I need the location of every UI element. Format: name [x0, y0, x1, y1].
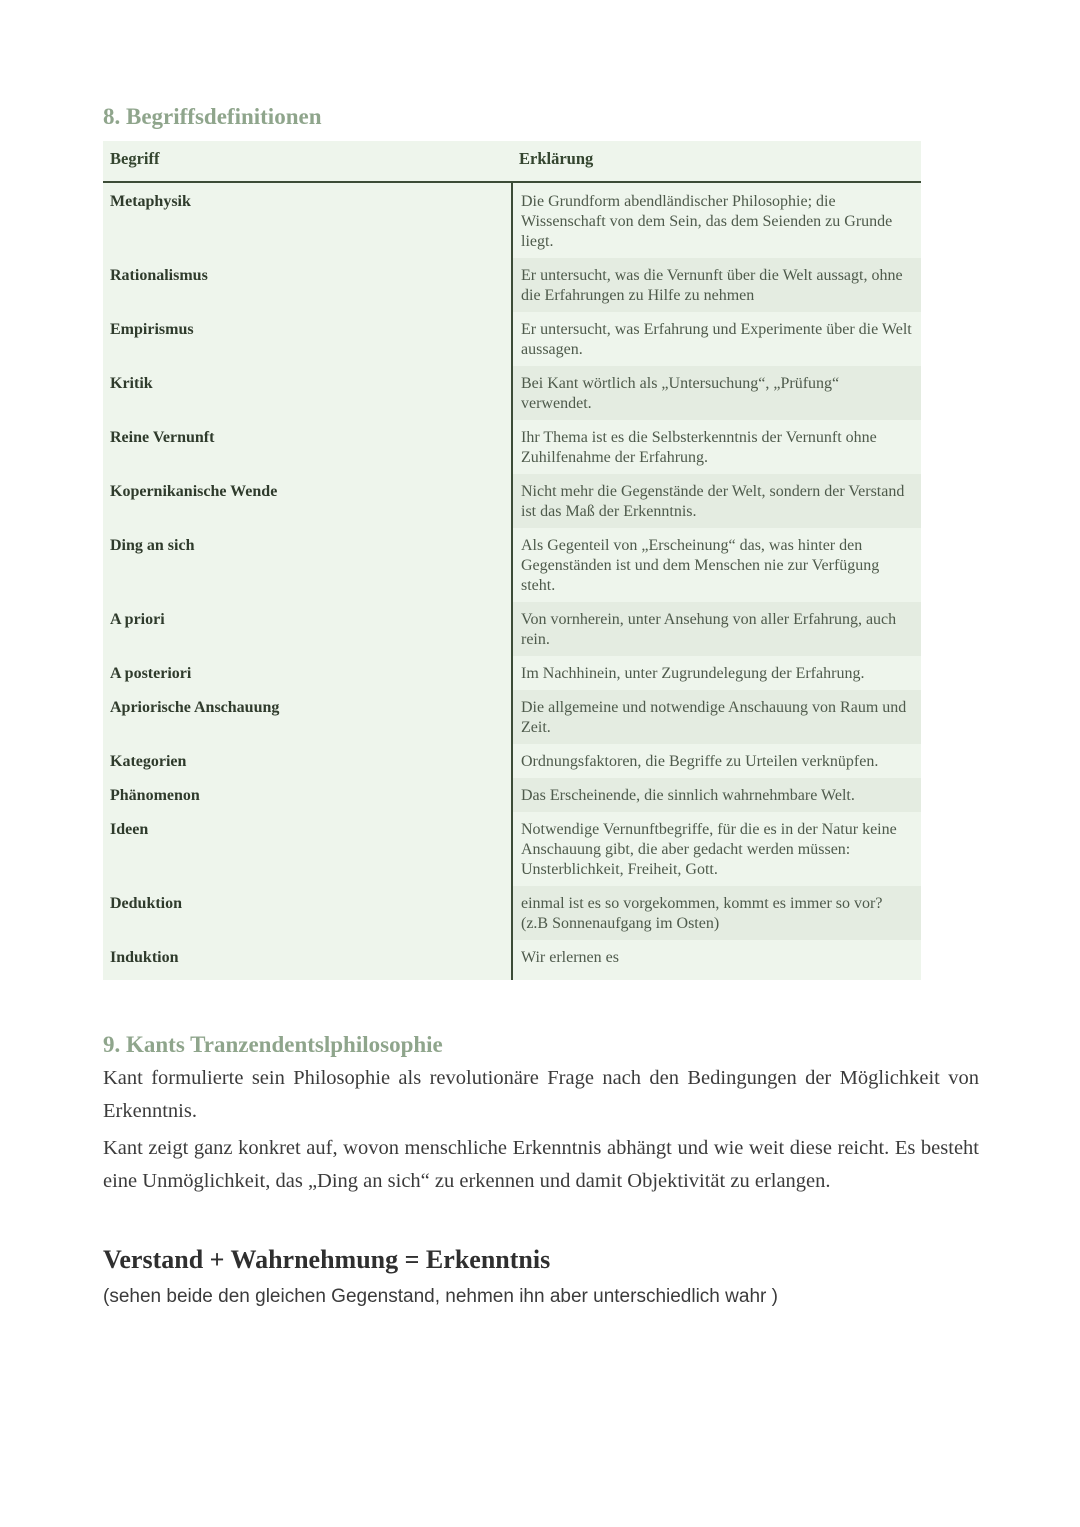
explanation-cell: Ordnungsfaktoren, die Begriffe zu Urteilen verknüpfen. [512, 744, 921, 778]
explanation-cell: Die allgemeine und notwendige Anschauung von Raum und Zeit. [512, 690, 921, 744]
explanation-cell: Die Grundform abendländischer Philosophie; die Wissenschaft von dem Sein, das dem Seienden zu Grunde liegt. [512, 182, 921, 258]
explanation-cell: Als Gegenteil von „Erscheinung“ das, was hinter den Gegenständen ist und dem Menschen nie zur Verfügung steht. [512, 528, 921, 602]
explanation-cell: Ihr Thema ist es die Selbsterkenntnis der Vernunft ohne Zuhilfenahme der Erfahrung. [512, 420, 921, 474]
term-cell: Empirismus [103, 312, 512, 366]
explanation-cell: Nicht mehr die Gegenstände der Welt, sondern der Verstand ist das Maß der Erkenntnis. [512, 474, 921, 528]
term-cell: Metaphysik [103, 182, 512, 258]
term-cell: Kopernikanische Wende [103, 474, 512, 528]
term-cell: Ideen [103, 812, 512, 886]
table-row [103, 690, 921, 744]
table-row [103, 744, 921, 778]
table-header-row [103, 141, 921, 182]
paragraph-2: Kant zeigt ganz konkret auf, wovon menschliche Erkenntnis abhängt und wie weit diese reicht. Es besteht eine Unmöglichkeit, das „Ding an sich“ zu erkennen und damit Objektivität zu erlangen. [103, 1137, 979, 1192]
term-cell: A posteriori [103, 656, 512, 690]
explanation-cell: Bei Kant wörtlich als „Untersuchung“, „Prüfung“ verwendet. [512, 366, 921, 420]
section-9-heading: 9. Kants Tranzendentslphilosophie [103, 1032, 443, 1057]
table-row [103, 778, 921, 812]
formula-note: (sehen beide den gleichen Gegenstand, nehmen ihn aber unterschiedlich wahr ) [103, 1286, 778, 1307]
table-row [103, 602, 921, 656]
explanation-cell: Er untersucht, was die Vernunft über die Welt aussagt, ohne die Erfahrungen zu Hilfe zu nehmen [512, 258, 921, 312]
table-row [103, 312, 921, 366]
term-cell: Rationalismus [103, 258, 512, 312]
explanation-cell: Er untersucht, was Erfahrung und Experimente über die Welt aussagen. [512, 312, 921, 366]
term-cell: Phänomenon [103, 778, 512, 812]
table-row [103, 812, 921, 886]
term-cell: Kritik [103, 366, 512, 420]
term-cell: Ding an sich [103, 528, 512, 602]
explanation-cell: Wir erlernen es [512, 940, 921, 980]
term-cell: Induktion [103, 940, 512, 980]
section-8-heading: 8. Begriffsdefinitionen [103, 104, 322, 129]
term-cell: Apriorische Anschauung [103, 690, 512, 744]
table-row [103, 258, 921, 312]
term-cell: Reine Vernunft [103, 420, 512, 474]
definitions-table [103, 141, 921, 980]
table-row [103, 182, 921, 258]
paragraph-1: Kant formulierte sein Philosophie als revolutionäre Frage nach den Bedingungen der Möglichkeit von Erkenntnis. [103, 1067, 979, 1122]
table-row [103, 420, 921, 474]
term-cell: A priori [103, 602, 512, 656]
table-row [103, 474, 921, 528]
table-row [103, 528, 921, 602]
explanation-cell: Notwendige Vernunftbegriffe, für die es in der Natur keine Anschauung gibt, die aber gedacht werden müssen: Unsterblichkeit, Freiheit, Gott. [512, 812, 921, 886]
table-row [103, 366, 921, 420]
document-page [103, 100, 979, 1312]
term-cell: Kategorien [103, 744, 512, 778]
explanation-cell: einmal ist es so vorgekommen, kommt es immer so vor? (z.B Sonnenaufgang im Osten) [512, 886, 921, 940]
header-term: Begriff [103, 141, 512, 182]
term-cell: Deduktion [103, 886, 512, 940]
table-row [103, 886, 921, 940]
explanation-cell: Das Erscheinende, die sinnlich wahrnehmbare Welt. [512, 778, 921, 812]
header-explanation: Erklärung [512, 141, 921, 182]
explanation-cell: Im Nachhinein, unter Zugrundelegung der Erfahrung. [512, 656, 921, 690]
table-row [103, 656, 921, 690]
explanation-cell: Von vornherein, unter Ansehung von aller Erfahrung, auch rein. [512, 602, 921, 656]
table-row [103, 940, 921, 980]
formula-heading: Verstand + Wahrnehmung = Erkenntnis [103, 1245, 551, 1274]
section-9 [103, 1028, 979, 1312]
